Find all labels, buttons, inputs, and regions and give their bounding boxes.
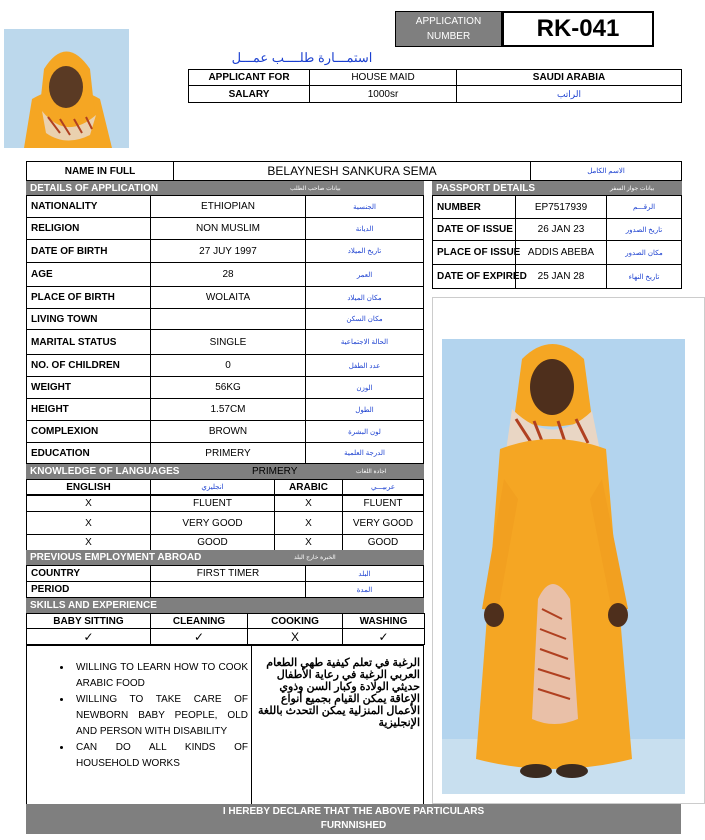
passport-label-arabic: تاريخ النهاء <box>606 264 682 289</box>
detail-label-arabic: عدد الطفل <box>305 354 424 377</box>
detail-label: MARITAL STATUS <box>26 329 151 355</box>
salary-value: 1000sr <box>309 85 457 103</box>
period-label: PERIOD <box>26 581 151 598</box>
skills-header: SKILLS AND EXPERIENCE <box>26 598 424 613</box>
detail-value: ETHIOPIAN <box>150 195 306 218</box>
application-number-label: APPLICATION NUMBER <box>395 11 502 47</box>
english-x-mark: X <box>26 534 151 551</box>
passport-label: PLACE OF ISSUE <box>432 240 516 265</box>
passport-label-arabic: الرقـــم <box>606 195 682 219</box>
passport-value: EP7517939 <box>515 195 607 219</box>
passport-label-arabic: مكان الصدور <box>606 240 682 265</box>
skill-name: COOKING <box>247 613 343 629</box>
detail-value: 1.57CM <box>150 398 306 421</box>
form-title-arabic: استمـــارة طلــــب عمـــل <box>231 50 373 65</box>
detail-label: EDUCATION <box>26 442 151 464</box>
detail-label-arabic: الدرجة العلمية <box>305 442 424 464</box>
detail-label: RELIGION <box>26 217 151 240</box>
arabic-label-arabic: عربيـــي <box>342 479 424 495</box>
remark-bullet: • CAN DO ALL KINDS OF HOUSEHOLD WORKS <box>72 740 248 772</box>
period-value <box>150 581 306 598</box>
passport-value: 26 JAN 23 <box>515 218 607 241</box>
languages-level: PRIMERY <box>252 466 298 477</box>
skill-mark: ✓ <box>342 628 425 645</box>
english-label-arabic: انجليزي <box>150 479 275 495</box>
detail-label-arabic: العمر <box>305 262 424 287</box>
skill-name: WASHING <box>342 613 425 629</box>
employment-header-arabic: الخبرة خارج البلد <box>294 555 336 561</box>
detail-label-arabic: الجنسية <box>305 195 424 218</box>
detail-label: COMPLEXION <box>26 420 151 443</box>
remark-bullet: • WILLING TO TAKE CARE OF NEWBORN BABY PEOPLE, OLD AND PERSON WITH DISABILITY <box>72 692 248 740</box>
remarks-english <box>26 660 248 772</box>
skill-name: BABY SITTING <box>26 613 151 629</box>
arabic-label: ARABIC <box>274 479 343 495</box>
detail-label-arabic: مكان السكن <box>305 308 424 330</box>
passport-label: DATE OF ISSUE <box>432 218 516 241</box>
passport-header: PASSPORT DETAILS بيانات جواز السفر <box>432 181 682 195</box>
detail-label-arabic: الطول <box>305 398 424 421</box>
arabic-level: FLUENT <box>342 495 424 512</box>
skill-name: CLEANING <box>150 613 248 629</box>
english-x-mark: X <box>26 511 151 535</box>
english-x-mark: X <box>26 495 151 512</box>
languages-header-arabic: اجادة اللغات <box>356 469 387 475</box>
remarks-divider <box>251 645 252 805</box>
skill-mark: ✓ <box>150 628 248 645</box>
declaration-footer: I HEREBY DECLARE THAT THE ABOVE PARTICULARS FURNNISHED <box>26 804 681 834</box>
detail-label-arabic: مكان الميلاد <box>305 286 424 309</box>
detail-value: BROWN <box>150 420 306 443</box>
name-value: BELAYNESH SANKURA SEMA <box>173 161 531 181</box>
arabic-level: VERY GOOD <box>342 511 424 535</box>
arabic-x-mark: X <box>274 495 343 512</box>
salary-label: SALARY <box>188 85 310 103</box>
english-level: FLUENT <box>150 495 275 512</box>
detail-label-arabic: الوزن <box>305 376 424 399</box>
skill-mark: ✓ <box>26 628 151 645</box>
detail-label: WEIGHT <box>26 376 151 399</box>
passport-value: ADDIS ABEBA <box>515 240 607 265</box>
detail-label: NATIONALITY <box>26 195 151 218</box>
detail-value: WOLAITA <box>150 286 306 309</box>
arabic-x-mark: X <box>274 511 343 535</box>
passport-value: 25 JAN 28 <box>515 264 607 289</box>
passport-label: NUMBER <box>432 195 516 219</box>
applicant-country: SAUDI ARABIA <box>456 69 682 86</box>
details-header-arabic: بيانات صاحب الطلب <box>290 185 341 192</box>
application-number: RK-041 <box>502 11 654 47</box>
detail-label: HEIGHT <box>26 398 151 421</box>
detail-label-arabic: تاريخ الميلاد <box>305 239 424 263</box>
detail-value: 56KG <box>150 376 306 399</box>
detail-label: AGE <box>26 262 151 287</box>
period-label-arabic: المدة <box>305 581 424 598</box>
portrait-photo <box>4 29 129 148</box>
detail-value: NON MUSLIM <box>150 217 306 240</box>
country-label-arabic: البلد <box>305 565 424 582</box>
detail-label: NO. OF CHILDREN <box>26 354 151 377</box>
name-label: NAME IN FULL <box>26 161 174 181</box>
detail-value: PRIMERY <box>150 442 306 464</box>
country-label: COUNTRY <box>26 565 151 582</box>
salary-label-arabic: الراتب <box>456 85 682 103</box>
passport-label: DATE OF EXPIRED <box>432 264 516 289</box>
detail-label-arabic: الحالة الاجتماعية <box>305 329 424 355</box>
passport-label-arabic: تاريخ الصدور <box>606 218 682 241</box>
detail-label-arabic: الديانة <box>305 217 424 240</box>
remark-bullet: • WILLING TO LEARN HOW TO COOK ARABIC FOOD <box>72 660 248 692</box>
skill-mark: X <box>247 628 343 645</box>
detail-value: 27 JUY 1997 <box>150 239 306 263</box>
english-label: ENGLISH <box>26 479 151 495</box>
detail-value: 28 <box>150 262 306 287</box>
detail-label: LIVING TOWN <box>26 308 151 330</box>
arabic-x-mark: X <box>274 534 343 551</box>
passport-header-arabic: بيانات جواز السفر <box>610 185 655 192</box>
detail-label-arabic: لون البشرة <box>305 420 424 443</box>
employment-header: PREVIOUS EMPLOYMENT ABROAD الخبرة خارج البلد <box>26 550 424 565</box>
remarks-arabic: الرغبة في تعلم كيفية طهي الطعام العربي الرغبة في رعاية الأطفال حديثي الولادة وكبار السن وذوي الإعاقة يمكن القيام بجميع أنواع الأعمال المنزلية يمكن التحدث باللغة الإنجليزية <box>258 657 420 729</box>
detail-value <box>150 308 306 330</box>
full-body-photo <box>442 339 685 794</box>
arabic-level: GOOD <box>342 534 424 551</box>
details-header: DETAILS OF APPLICATION بيانات صاحب الطلب <box>26 181 424 195</box>
english-level: GOOD <box>150 534 275 551</box>
detail-label: DATE OF BIRTH <box>26 239 151 263</box>
name-label-arabic: الاسم الكامل <box>530 161 682 181</box>
applicant-for-value: HOUSE MAID <box>309 69 457 86</box>
detail-value: SINGLE <box>150 329 306 355</box>
remarks-bullet-list <box>26 660 248 772</box>
english-level: VERY GOOD <box>150 511 275 535</box>
detail-label: PLACE OF BIRTH <box>26 286 151 309</box>
detail-value: 0 <box>150 354 306 377</box>
applicant-for-label: APPLICANT FOR <box>188 69 310 86</box>
languages-header: KNOWLEDGE OF LANGUAGES PRIMERY اجادة اللغات <box>26 464 424 479</box>
country-value: FIRST TIMER <box>150 565 306 582</box>
